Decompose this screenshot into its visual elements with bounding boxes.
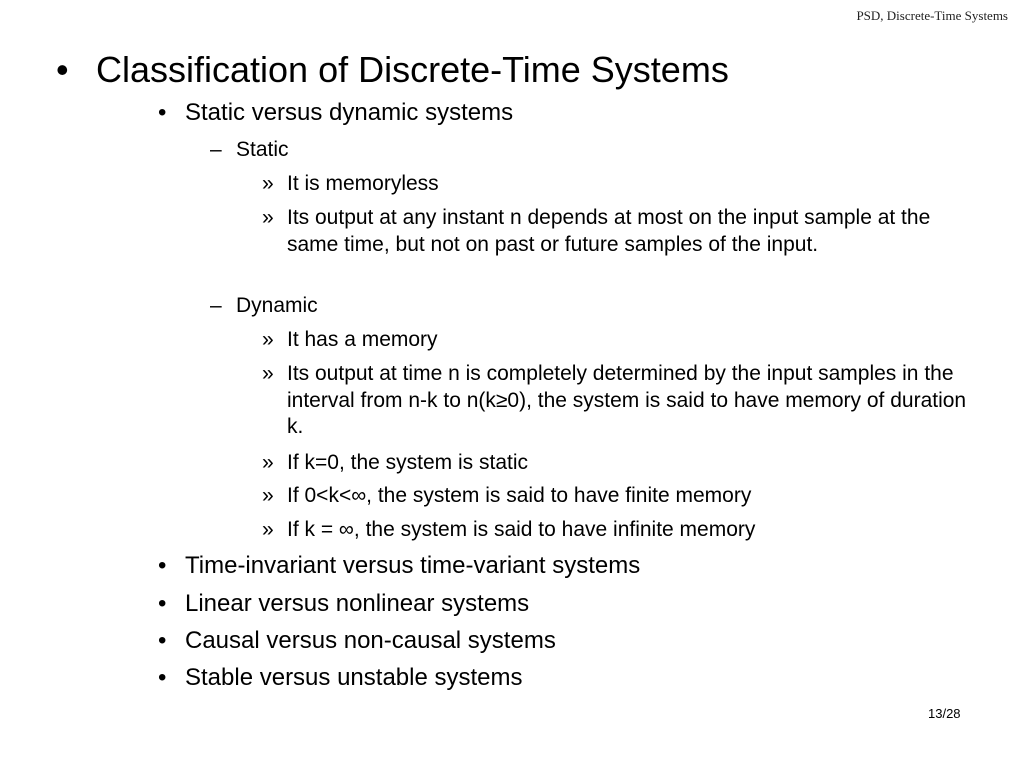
list-item-text: If 0<k<∞, the system is said to have finite memory bbox=[287, 484, 752, 507]
list-item bbox=[262, 361, 977, 441]
running-header: PSD, Discrete-Time Systems bbox=[856, 8, 1008, 23]
chevron-icon: » bbox=[262, 172, 274, 195]
bullet-icon: • bbox=[158, 664, 167, 691]
list-item-text: Causal versus non-causal systems bbox=[185, 627, 556, 654]
list-item-text: Time-invariant versus time-variant systems bbox=[185, 552, 641, 579]
list-item bbox=[262, 205, 977, 258]
list-item-text: It is memoryless bbox=[287, 172, 439, 195]
list-item-text: If k = ∞, the system is said to have infinite memory bbox=[287, 518, 756, 541]
list-item-text: Its output at any instant n depends at most on the input sample at the same time, but not on past or future samples of the input. bbox=[287, 206, 931, 256]
list-item-text: If k=0, the system is static bbox=[287, 451, 528, 474]
chevron-icon: » bbox=[262, 518, 274, 541]
list-item bbox=[262, 517, 977, 544]
page-number: 13/28 bbox=[928, 706, 961, 721]
list-item-text: Linear versus nonlinear systems bbox=[185, 590, 530, 617]
list-item bbox=[210, 137, 289, 162]
list-item-text: Stable versus unstable systems bbox=[185, 664, 523, 691]
list-item bbox=[158, 99, 513, 127]
chevron-icon: » bbox=[262, 451, 274, 474]
list-item bbox=[158, 664, 523, 692]
list-item-text: It has a memory bbox=[287, 328, 438, 351]
bullet-icon: • bbox=[158, 590, 167, 617]
bullet-icon: • bbox=[158, 99, 167, 126]
list-item bbox=[262, 171, 977, 198]
list-item-text: Its output at time n is completely determined by the input samples in the interval from n-k to n(k≥0), the system is said to have memory of duration k. bbox=[287, 362, 967, 438]
list-item bbox=[262, 450, 977, 477]
dash-icon: – bbox=[210, 138, 222, 161]
slide-title: Classification of Discrete-Time Systems bbox=[96, 49, 729, 90]
list-item bbox=[158, 552, 640, 580]
list-item bbox=[158, 590, 529, 618]
list-item bbox=[262, 483, 977, 510]
list-item bbox=[158, 627, 556, 655]
chevron-icon: » bbox=[262, 362, 274, 385]
chevron-icon: » bbox=[262, 206, 274, 229]
list-item-text: Dynamic bbox=[236, 294, 318, 317]
list-item-text: Static versus dynamic systems bbox=[185, 99, 514, 126]
list-item bbox=[210, 293, 318, 318]
bullet-icon: • bbox=[158, 552, 167, 579]
bullet-icon: • bbox=[158, 627, 167, 654]
title-bullet-icon: • bbox=[56, 49, 69, 90]
dash-icon: – bbox=[210, 294, 222, 317]
chevron-icon: » bbox=[262, 328, 274, 351]
list-item bbox=[262, 327, 977, 354]
list-item-text: Static bbox=[236, 138, 289, 161]
chevron-icon: » bbox=[262, 484, 274, 507]
slide-title-row bbox=[56, 50, 729, 90]
